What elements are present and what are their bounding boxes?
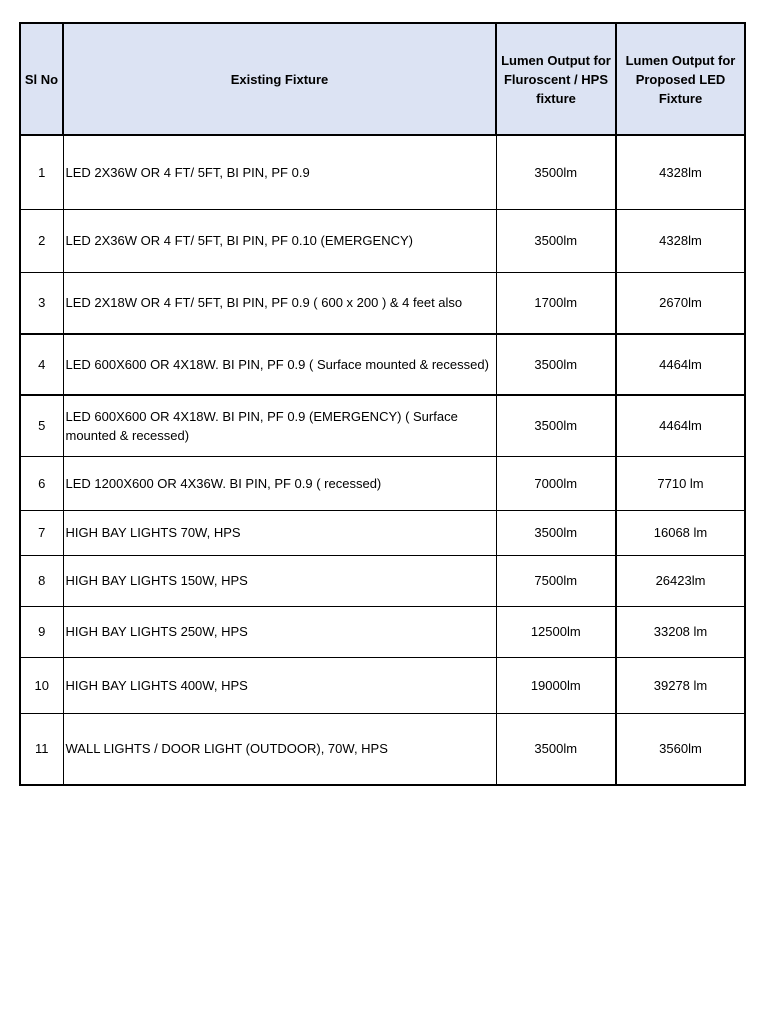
cell-fixture: LED 1200X600 OR 4X36W. BI PIN, PF 0.9 ( recessed) xyxy=(63,456,496,510)
table-row xyxy=(20,510,745,555)
fixture-comparison-sheet xyxy=(19,22,744,786)
cell-lumen-existing: 12500lm xyxy=(496,606,616,657)
cell-fixture: HIGH BAY LIGHTS 400W, HPS xyxy=(63,657,496,713)
table-row xyxy=(20,456,745,510)
cell-fixture: WALL LIGHTS / DOOR LIGHT (OUTDOOR), 70W, HPS xyxy=(63,713,496,785)
cell-sl-no: 11 xyxy=(20,713,63,785)
cell-sl-no: 6 xyxy=(20,456,63,510)
cell-lumen-led: 33208 lm xyxy=(616,606,745,657)
header-existing-fixture: Existing Fixture xyxy=(63,23,496,135)
cell-lumen-existing: 3500lm xyxy=(496,135,616,209)
cell-lumen-led: 4464lm xyxy=(616,395,745,456)
cell-fixture: HIGH BAY LIGHTS 250W, HPS xyxy=(63,606,496,657)
table-row xyxy=(20,713,745,785)
cell-fixture: LED 600X600 OR 4X18W. BI PIN, PF 0.9 (EMERGENCY) ( Surface mounted & recessed) xyxy=(63,395,496,456)
table-row xyxy=(20,606,745,657)
cell-sl-no: 10 xyxy=(20,657,63,713)
header-lumen-existing: Lumen Output for Fluroscent / HPS fixture xyxy=(496,23,616,135)
table-row xyxy=(20,657,745,713)
table-row xyxy=(20,555,745,606)
table-row xyxy=(20,135,745,209)
table-row xyxy=(20,334,745,395)
cell-sl-no: 4 xyxy=(20,334,63,395)
cell-fixture: HIGH BAY LIGHTS 70W, HPS xyxy=(63,510,496,555)
cell-lumen-led: 4328lm xyxy=(616,209,745,272)
cell-sl-no: 7 xyxy=(20,510,63,555)
cell-lumen-existing: 3500lm xyxy=(496,209,616,272)
cell-fixture: LED 2X18W OR 4 FT/ 5FT, BI PIN, PF 0.9 ( 600 x 200 ) & 4 feet also xyxy=(63,272,496,334)
cell-lumen-led: 3560lm xyxy=(616,713,745,785)
cell-lumen-existing: 3500lm xyxy=(496,510,616,555)
cell-lumen-led: 4464lm xyxy=(616,334,745,395)
table-row xyxy=(20,395,745,456)
cell-sl-no: 9 xyxy=(20,606,63,657)
cell-fixture: LED 600X600 OR 4X18W. BI PIN, PF 0.9 ( Surface mounted & recessed) xyxy=(63,334,496,395)
cell-lumen-existing: 7500lm xyxy=(496,555,616,606)
cell-lumen-led: 26423lm xyxy=(616,555,745,606)
cell-lumen-existing: 7000lm xyxy=(496,456,616,510)
cell-sl-no: 3 xyxy=(20,272,63,334)
cell-sl-no: 2 xyxy=(20,209,63,272)
table-body xyxy=(20,135,745,785)
cell-lumen-led: 2670lm xyxy=(616,272,745,334)
cell-lumen-led: 16068 lm xyxy=(616,510,745,555)
cell-lumen-existing: 3500lm xyxy=(496,713,616,785)
table-row xyxy=(20,209,745,272)
cell-lumen-existing: 3500lm xyxy=(496,334,616,395)
cell-fixture: HIGH BAY LIGHTS 150W, HPS xyxy=(63,555,496,606)
header-sl-no: Sl No xyxy=(20,23,63,135)
cell-lumen-existing: 1700lm xyxy=(496,272,616,334)
cell-fixture: LED 2X36W OR 4 FT/ 5FT, BI PIN, PF 0.9 xyxy=(63,135,496,209)
cell-lumen-led: 7710 lm xyxy=(616,456,745,510)
cell-lumen-existing: 19000lm xyxy=(496,657,616,713)
table-header xyxy=(20,23,745,135)
header-lumen-led: Lumen Output for Proposed LED Fixture xyxy=(616,23,745,135)
cell-lumen-led: 4328lm xyxy=(616,135,745,209)
cell-fixture: LED 2X36W OR 4 FT/ 5FT, BI PIN, PF 0.10 (EMERGENCY) xyxy=(63,209,496,272)
table-row xyxy=(20,272,745,334)
fixture-lumen-table xyxy=(19,22,746,786)
cell-sl-no: 8 xyxy=(20,555,63,606)
cell-lumen-led: 39278 lm xyxy=(616,657,745,713)
cell-sl-no: 5 xyxy=(20,395,63,456)
cell-sl-no: 1 xyxy=(20,135,63,209)
cell-lumen-existing: 3500lm xyxy=(496,395,616,456)
header-row xyxy=(20,23,745,135)
